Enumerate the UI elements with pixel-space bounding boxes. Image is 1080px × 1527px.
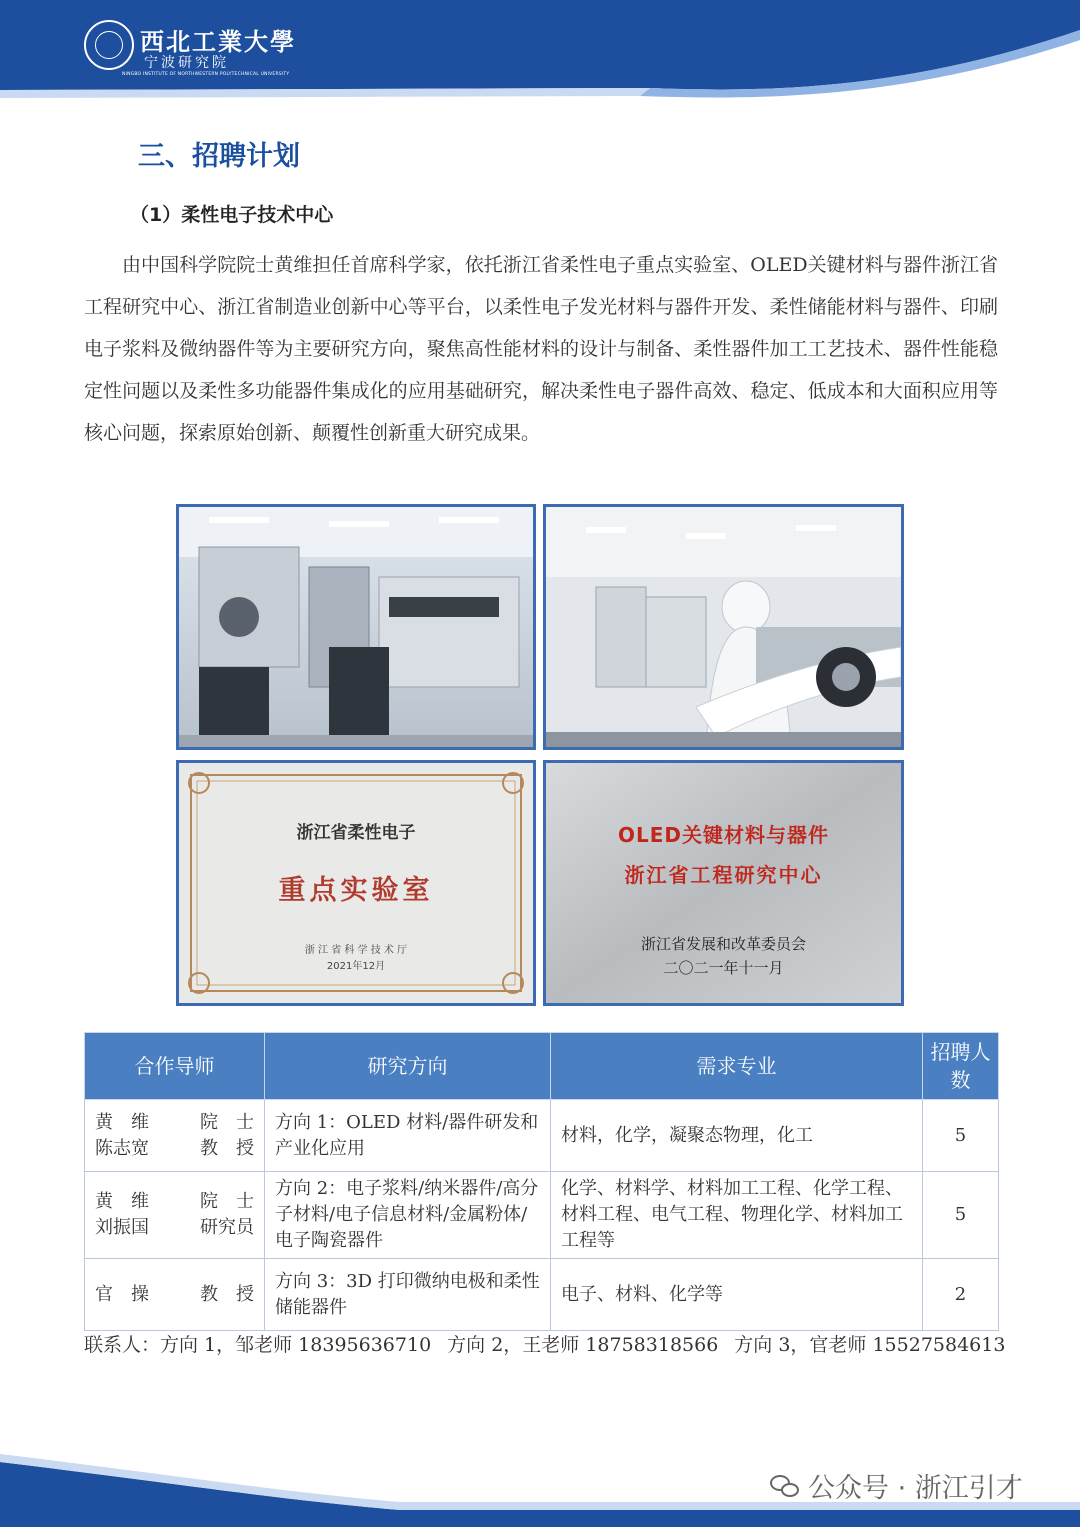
majors-cell: 电子、材料、化学等 <box>551 1259 923 1331</box>
watermark <box>770 1466 1023 1505</box>
plaque-flexible-electronics-lab <box>176 760 536 1006</box>
header-count: 招聘人数 <box>923 1033 999 1100</box>
mentor-title: 研究员 <box>200 1217 254 1238</box>
plaque-oled-engineering-center <box>543 760 904 1006</box>
table-row <box>85 1100 999 1172</box>
mentor-title: 教 授 <box>200 1137 254 1159</box>
mentor-cell <box>85 1259 265 1331</box>
mentor-title: 教 授 <box>200 1283 254 1305</box>
header-direction: 研究方向 <box>265 1033 551 1100</box>
page-header <box>0 0 1080 110</box>
section-title: 三、招聘计划 <box>138 141 300 172</box>
intro-paragraph: 由中国科学院院士黄维担任首席科学家，依托浙江省柔性电子重点实验室、OLED关键材料与器件浙江省工程研究中心、浙江省制造业创新中心等平台，以柔性电子发光材料与器件开发、柔性储能材料与器件、印刷电子浆料及微纳器件等为主要研究方向，聚焦高性能材料的设计与制备、柔性器件加工工艺技术、器件性能稳定性问题以及柔性多功能器件集成化的应用基础研究，解决柔性电子器件高效、稳定、低成本和大面积应用等核心问题，探索原始创新、颠覆性创新重大研究成果。 <box>84 254 998 444</box>
institution-name: 西北工業大學 <box>140 27 296 56</box>
lab-equipment-photo <box>176 504 536 750</box>
plaque-issuer: 浙江省发展和改革委员会 <box>640 935 806 953</box>
institute-name-en: NINGBO INSTITUTE OF NORTHWESTERN POLYTECHNICAL UNIVERSITY <box>122 72 290 77</box>
header-majors: 需求专业 <box>551 1033 923 1100</box>
table-row <box>85 1259 999 1331</box>
plaque-line1: 浙江省柔性电子 <box>296 823 416 843</box>
mentor-title: 院 士 <box>200 1191 254 1212</box>
contact-label: 联系人： <box>84 1334 161 1356</box>
contact-item: 方向 2，王老师 18758318566 <box>447 1334 719 1356</box>
plaque-date: 2021年12月 <box>326 961 386 972</box>
sub-title: （1）柔性电子技术中心 <box>130 204 334 226</box>
count-cell: 5 <box>923 1100 999 1172</box>
production-line-photo <box>543 504 904 750</box>
plaque-issuer: 浙 江 省 科 学 技 术 厅 <box>304 945 408 956</box>
majors-cell: 化学、材料学、材料加工工程、化学工程、材料工程、电气工程、物理化学、材料加工工程等 <box>551 1172 923 1259</box>
recruitment-table <box>84 1032 999 1331</box>
mentor-cell <box>85 1172 265 1259</box>
contact-item: 方向 1，邹老师 18395636710 <box>160 1334 432 1356</box>
mentor-title: 院 士 <box>200 1111 254 1133</box>
mentor-name: 刘振国 <box>95 1217 149 1238</box>
plaque-line1: OLED关键材料与器件 <box>617 823 829 847</box>
plaque-line2: 浙江省工程研究中心 <box>624 863 823 887</box>
mentor-cell <box>85 1100 265 1172</box>
plaque-date: 二〇二一年十一月 <box>663 959 784 977</box>
mentor-name: 陈志宽 <box>95 1137 149 1159</box>
direction-cell: 方向 1：OLED 材料/器件研发和产业化应用 <box>265 1100 551 1172</box>
mentor-name: 黄 维 <box>95 1191 149 1212</box>
count-cell: 5 <box>923 1172 999 1259</box>
wechat-icon <box>770 1473 800 1499</box>
university-logo-icon <box>84 20 134 70</box>
institute-name: 宁波研究院 <box>144 55 229 71</box>
table-header-row <box>85 1033 999 1100</box>
mentor-name: 黄 维 <box>95 1111 149 1133</box>
header-mentor: 合作导师 <box>85 1033 265 1100</box>
contact-line <box>84 1330 1004 1357</box>
majors-cell: 材料，化学，凝聚态物理，化工 <box>551 1100 923 1172</box>
mentor-name: 官 操 <box>95 1283 149 1305</box>
plaque-line2: 重点实验室 <box>278 875 434 906</box>
watermark-text: 公众号 · 浙江引才 <box>808 1473 1023 1504</box>
count-cell: 2 <box>923 1259 999 1331</box>
table-row <box>85 1172 999 1259</box>
direction-cell: 方向 3：3D 打印微纳电极和柔性储能器件 <box>265 1259 551 1331</box>
direction-cell: 方向 2：电子浆料/纳米器件/高分子材料/电子信息材料/金属粉体/电子陶瓷器件 <box>265 1172 551 1259</box>
contact-item: 方向 3，官老师 15527584613 <box>734 1334 1006 1356</box>
